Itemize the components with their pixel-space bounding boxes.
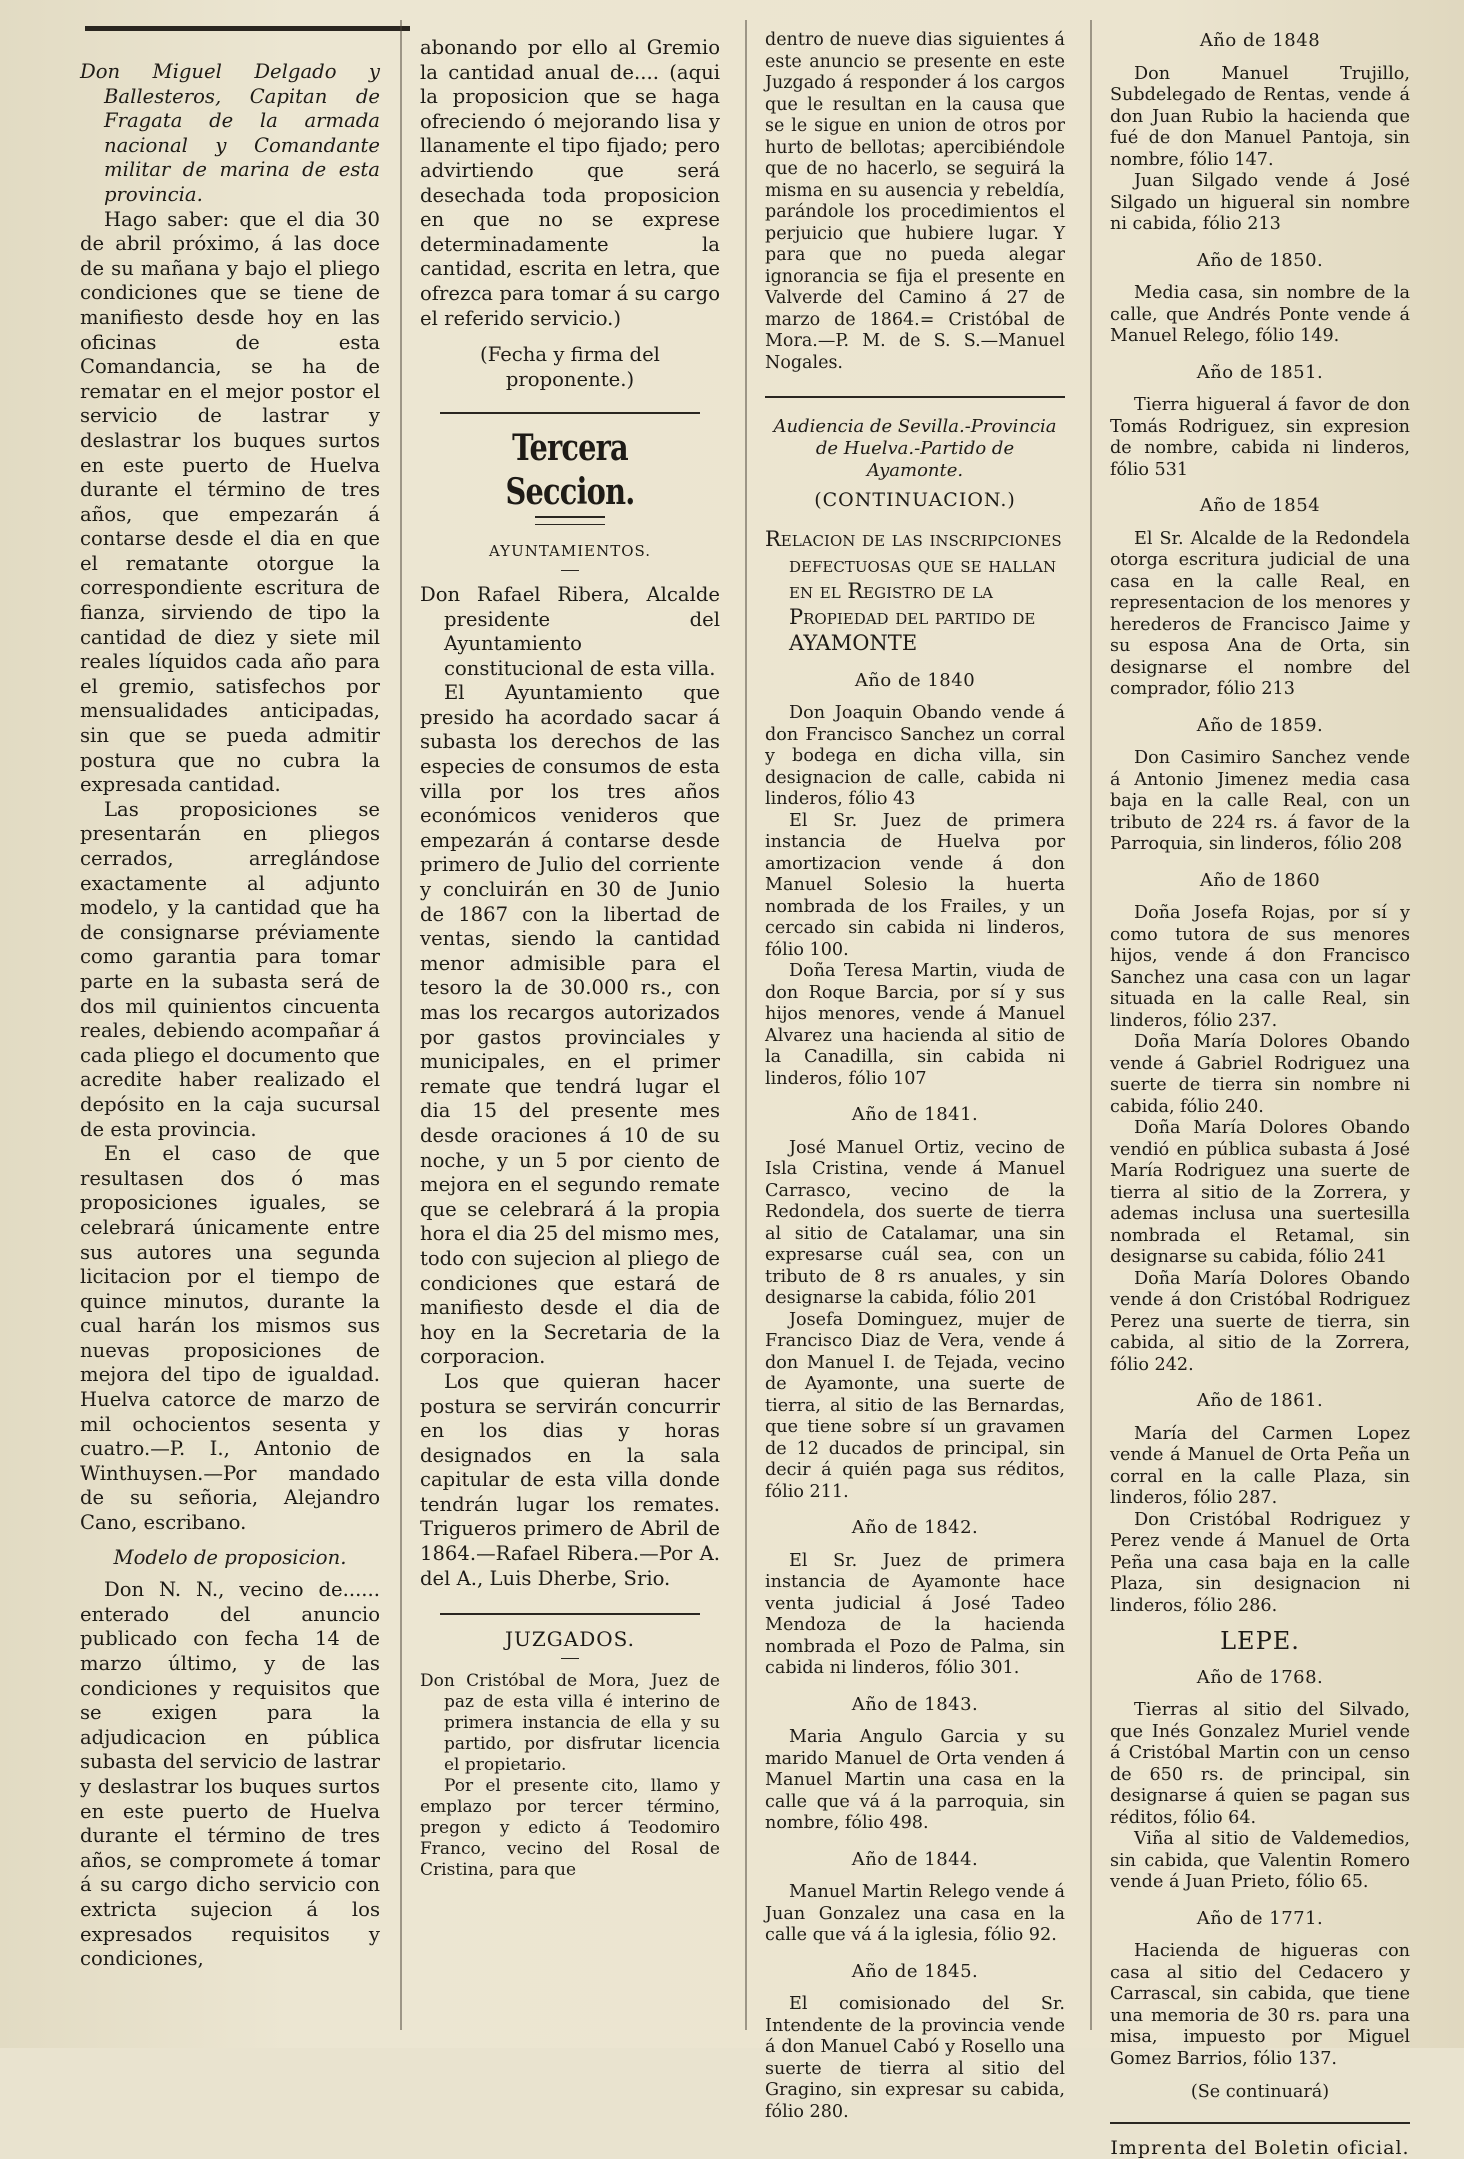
signature-line: (Fecha y firma del proponente.) <box>420 343 720 392</box>
entry: Maria Angulo Garcia y su marido Manuel de Orta venden á Manuel Martin una casa en la calle que vá á la parroquia, sin nombre, fólio 498. <box>765 1727 1065 1835</box>
divider <box>1110 2122 1410 2124</box>
paragraph: abonando por ello al Gremio la cantidad anual de.... (aqui la proposicion que se haga ofreciendo ó mejorando lisa y llanamente el tipo fijado; pero advirtiendo que será desechada toda proposicion en que no se exprese determinadamente la cantidad, escrita en letra, que ofrezca para tomar á su cargo el referido servicio.) <box>420 36 720 331</box>
divider <box>561 570 579 571</box>
column-rule <box>745 20 747 2030</box>
year-heading: Año de 1841. <box>765 1104 1065 1126</box>
entry: Josefa Dominguez, mujer de Francisco Diaz de Vera, vende á don Manuel I. de Tejada, vecino de Ayamonte, una suerte de tierra, al sitio de las Bernardas, que tiene sobre sí un gravamen de 12 ducados de principal, sin decir á quién paga sus réditos, fólio 211. <box>765 1310 1065 1504</box>
year-heading: Año de 1768. <box>1110 1667 1410 1689</box>
year-heading: Año de 1859. <box>1110 715 1410 737</box>
divider <box>440 1613 700 1615</box>
entry: Doña María Dolores Obando vende á don Cristóbal Rodriguez Perez una suerte de tierra, sin cabida, al sitio de la Zorrera, fólio 242. <box>1110 1269 1410 1377</box>
year-heading: Año de 1850. <box>1110 250 1410 272</box>
entry: Don Cristóbal Rodriguez y Perez vende á Manuel de Orta Peña una casa baja en la calle Plaza, sin designacion ni linderos, fólio 286. <box>1110 1510 1410 1618</box>
year-heading: Año de 1840 <box>765 670 1065 692</box>
notice-header: Don Miguel Delgado y Ballesteros, Capitan de Fragata de la armada nacional y Comandante militar de marina de esta provincia. <box>80 60 380 208</box>
divider <box>561 1658 579 1659</box>
entry: El Sr. Alcalde de la Redondela otorga escritura judicial de una casa en la calle Real, en representacion de los menores y herederos de Francisco Jaime y su esposa Ana de Orta, sin designarse el nombre del comprador, fólio 213 <box>1110 529 1410 701</box>
year-heading: Año de 1843. <box>765 1694 1065 1716</box>
column-rule <box>1090 20 1092 2030</box>
year-heading: Año de 1771. <box>1110 1908 1410 1930</box>
entry: Doña María Dolores Obando vendió en pública subasta á José María Rodriguez una suerte de tierra al sitio de la Zorrera, y ademas inclusa una suertesilla nombrada el Retamal, sin designarse su cabida, fólio 241 <box>1110 1118 1410 1269</box>
paragraph: Las proposiciones se presentarán en pliegos cerrados, arreglándose exactamente al adjunto modelo, y la cantidad que ha de consignarse préviamente como garantia para tomar parte en la subasta será de dos mil quinientos cincuenta reales, debiendo acompañar á cada pliego el documento que acredite haber realizado el depósito en la caja sucursal de esta provincia. <box>80 798 380 1142</box>
entry: Doña Teresa Martin, viuda de don Roque Barcia, por sí y sus hijos menores, vende á Manuel Alvarez una hacienda al sitio de la Canadilla, sin cabida ni linderos, fólio 107 <box>765 961 1065 1090</box>
entry: Tierra higueral á favor de don Tomás Rodriguez, sin expresion de nombre, cabida ni linderos, fólio 531 <box>1110 395 1410 481</box>
year-heading: Año de 1854 <box>1110 495 1410 517</box>
paragraph: dentro de nueve dias siguientes á este anuncio se presente en este Juzgado á responder á los cargos que le resultan en la causa que se le sigue en union de otros por hurto de bellotas; apercibiéndole que de no hacerlo, se seguirá la misma en su ausencia y rebeldía, parándole los procedimientos el perjuicio que hubiere lugar. Y para que no pueda alegar ignorancia se fija el presente en Valverde del Camino á 27 de marzo de 1864.= Cristóbal de Mora.—P. M. de S. S.—Manuel Nogales. <box>765 30 1065 374</box>
year-heading: Año de 1845. <box>765 1961 1065 1983</box>
entry: Media casa, sin nombre de la calle, que Andrés Ponte vende á Manuel Relego, fólio 149. <box>1110 283 1410 348</box>
entry: María del Carmen Lopez vende á Manuel de Orta Peña un corral en la calle Plaza, sin linderos, fólio 287. <box>1110 1424 1410 1510</box>
column-1 <box>80 30 380 2030</box>
year-heading: Año de 1860 <box>1110 870 1410 892</box>
section-title: Tercera Seccion. <box>450 426 690 514</box>
entry: Don Manuel Trujillo, Subdelegado de Rentas, vende á don Juan Rubio la hacienda que fué de don Manuel Pantoja, sin nombre, fólio 147. <box>1110 64 1410 172</box>
entry: El Sr. Juez de primera instancia de Ayamonte hace venta judicial á José Tadeo Mendoza de la hacienda nombrada el Pozo de Palma, sin cabida ni linderos, fólio 301. <box>765 1551 1065 1680</box>
printer-imprint: Imprenta del Boletin oficial. <box>1110 2138 1410 2159</box>
divider <box>765 396 1065 398</box>
paragraph: Por el presente cito, llamo y emplazo por tercer término, pregon y edicto á Teodomiro Franco, vecino del Rosal de Cristina, para que <box>420 1776 720 1881</box>
year-heading: Año de 1842. <box>765 1517 1065 1539</box>
paragraph: El Ayuntamiento que presido ha acordado sacar á subasta los derechos de las especies de consumos de esta villa por los tres años económicos venideros que empezarán á contarse desde primero de Julio del corriente y concluirán en 30 de Junio de 1867 con la libertad de ventas, siendo la cantidad menor admisible para el tesoro la de 30.000 rs., con mas los recargos autorizados por gastos provinciales y municipales, en el primer remate que tendrá lugar el dia 15 del presente mes desde oraciones á 10 de su noche, y un 5 por ciento de mejora en el segundo remate que se celebrará á la propia hora el dia 25 del mismo mes, todo con sujecion al pliego de condiciones que estará de manifiesto desde el dia de hoy en la Secretaria de la corporacion. <box>420 681 720 1370</box>
subheading: Modelo de proposicion. <box>80 1546 380 1571</box>
year-heading: Año de 1861. <box>1110 1390 1410 1412</box>
subheading: Audiencia de Sevilla.-Provincia de Huelva.-Partido de Ayamonte. <box>765 416 1065 482</box>
entry: Juan Silgado vende á José Silgado un higueral sin nombre ni cabida, fólio 213 <box>1110 171 1410 236</box>
column-3 <box>765 30 1065 2030</box>
divider <box>440 412 700 414</box>
continuation-label: (CONTINUACION.) <box>765 490 1065 512</box>
entry: José Manuel Ortiz, vecino de Isla Cristina, vende á Manuel Carrasco, vecino de la Redondela, dos suerte de tierra al sitio de Catalamar, una sin expresarse cuál sea, con un tributo de 8 rs anuales, y sin designarse la cabida, fólio 201 <box>765 1138 1065 1310</box>
section-heading: JUZGADOS. <box>420 1627 720 1652</box>
paragraph: En el caso de que resultasen dos ó mas proposiciones iguales, se celebrará únicamente entre sus autores una segunda licitacion por el tiempo de quince minutos, durante la cual harán los mismos sus nuevas proposiciones de mejora del tipo de igualdad. Huelva catorce de marzo de mil ochocientos sesenta y cuatro.—P. I., Antonio de Winthuysen.—Por mandado de su señoria, Alejandro Cano, escribano. <box>80 1142 380 1536</box>
entry: Tierras al sitio del Silvado, que Inés Gonzalez Muriel vende á Cristóbal Martin con un censo de 650 rs. de principal, sin designarse á quien se pagan sus réditos, fólio 64. <box>1110 1700 1410 1829</box>
notice-header: Don Cristóbal de Mora, Juez de paz de esta villa é interino de primera instancia de ella y su partido, por disfrutar licencia el propietario. <box>420 1671 720 1776</box>
paragraph: Hago saber: que el dia 30 de abril próximo, á las doce de su mañana y bajo el pliego condiciones que se tiene de manifiesto desde hoy en las oficinas de esta Comandancia, se ha de rematar en el mejor postor el servicio de lastrar y deslastrar los buques surtos en este puerto de Huelva durante el término de tres años, que empezarán á contarse desde el dia en que el rematante otorgue la correspondiente escritura de fianza, sirviendo de tipo la cantidad de diez y siete mil reales líquidos cada año para el gremio, satisfechos por mensualidades anticipadas, sin que se pueda admitir postura que no cubra la expresada cantidad. <box>80 208 380 798</box>
entry: Doña María Dolores Obando vende á Gabriel Rodriguez una suerte de tierra sin nombre ni cabida, fólio 240. <box>1110 1032 1410 1118</box>
entry: Manuel Martin Relego vende á Juan Gonzalez una casa en la calle que vá á la iglesia, fólio 92. <box>765 1882 1065 1947</box>
year-heading: Año de 1848 <box>1110 30 1410 52</box>
entry: El Sr. Juez de primera instancia de Huelva por amortizacion vende á don Manuel Solesio la huerta nombrada de los Frailes, y un cercado sin cabida ni linderos, fólio 100. <box>765 811 1065 962</box>
entry: El comisionado del Sr. Intendente de la provincia vende á don Manuel Cabó y Rosello una suerte de tierra al sitio del Gragino, sin expresar su cabida, fólio 280. <box>765 1994 1065 2123</box>
continuation-note: (Se continuará) <box>1110 2082 1410 2104</box>
paragraph: Los que quieran hacer postura se servirán concurrir en los dias y horas designados en la sala capitular de esta villa donde tendrán lugar los remates. Trigueros primero de Abril de 1864.—Rafael Ribera.—Por A. del A., Luis Dherbe, Srio. <box>420 1370 720 1591</box>
section-heading: AYUNTAMIENTOS. <box>420 539 720 564</box>
town-heading: LEPE. <box>1110 1631 1410 1653</box>
entry: Viña al sitio de Valdemedios, sin cabida, que Valentin Romero vende á Juan Prieto, fólio 65. <box>1110 1829 1410 1894</box>
ornament <box>535 516 605 525</box>
entry: Hacienda de higueras con casa al sitio del Cedacero y Carrascal, sin cabida, que tiene una memoria de 30 rs. para una misa, impuesto por Miguel Gomez Barrios, fólio 137. <box>1110 1941 1410 2070</box>
paragraph: Don N. N., vecino de...... enterado del anuncio publicado con fecha 14 de marzo último, y de las condiciones y requisitos que se exigen para la adjudicacion en pública subasta del servicio de lastrar y deslastrar los buques surtos en este puerto de Huelva durante el término de tres años, se compromete á tomar á su cargo dicho servicio con extricta sujecion á los expresados requisitos y condiciones, <box>80 1578 380 1972</box>
notice-header: Don Rafael Ribera, Alcalde presidente del Ayuntamiento constitucional de esta villa. <box>420 583 720 681</box>
entry: Doña Josefa Rojas, por sí y como tutora de sus menores hijos, vende á don Francisco Sanchez una casa con un lagar situada en la calle Real, sin linderos, fólio 237. <box>1110 903 1410 1032</box>
year-heading: Año de 1844. <box>765 1849 1065 1871</box>
entry: Don Joaquin Obando vende á don Francisco Sanchez un corral y bodega en dicha villa, sin designacion de calle, cabida ni linderos, fólio 43 <box>765 703 1065 811</box>
year-heading: Año de 1851. <box>1110 362 1410 384</box>
relation-title: Relacion de las inscripciones defectuosas que se hallan en el Registro de la Propiedad del partido de AYAMONTE <box>765 526 1065 656</box>
column-4 <box>1110 30 1410 2030</box>
column-rule <box>400 20 402 2030</box>
column-2 <box>420 30 720 2030</box>
entry: Don Casimiro Sanchez vende á Antonio Jimenez media casa baja en la calle Real, con un tributo de 224 rs. á favor de la Parroquia, sin linderos, fólio 208 <box>1110 748 1410 856</box>
